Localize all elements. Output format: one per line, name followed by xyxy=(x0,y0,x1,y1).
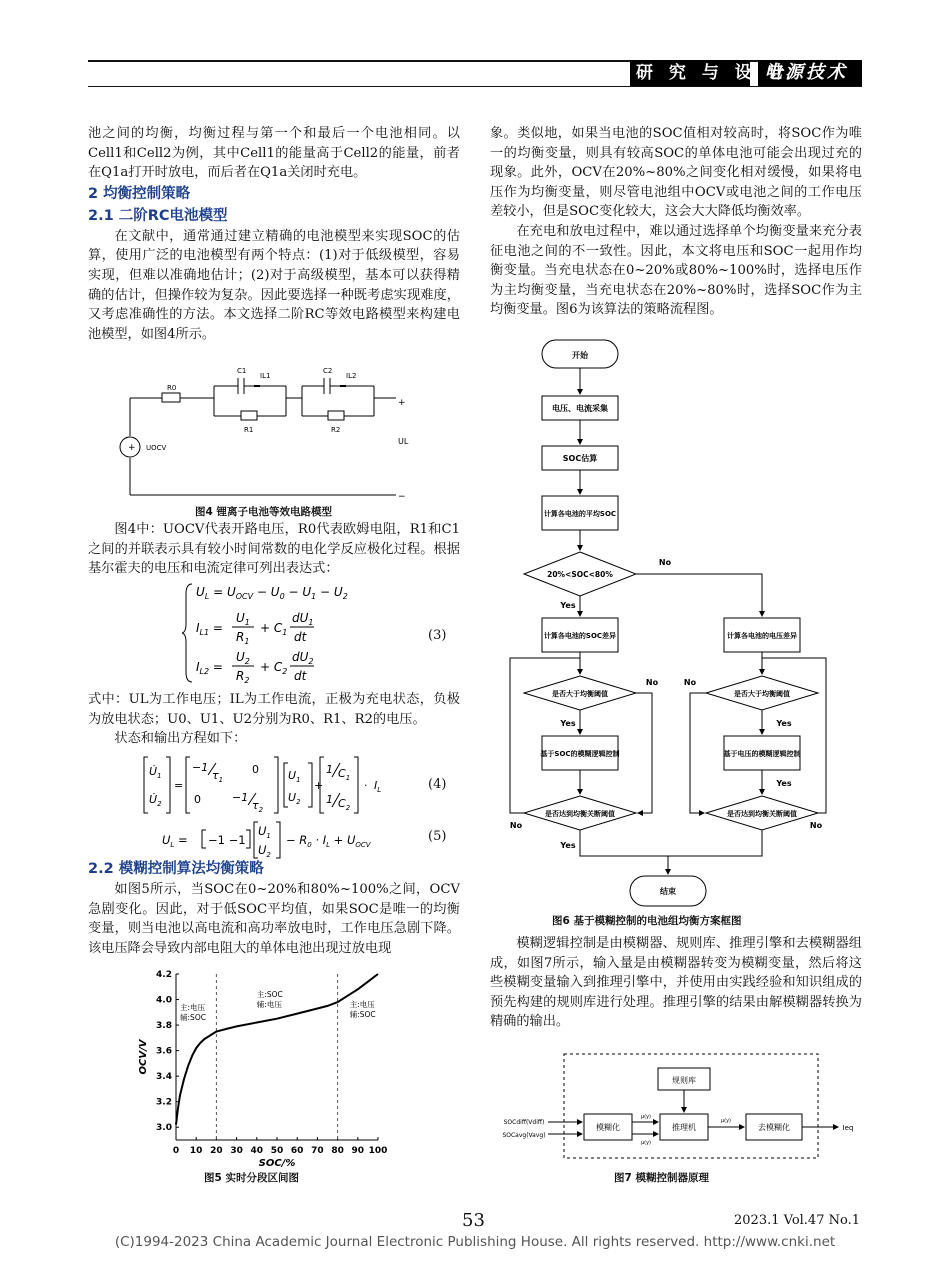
svg-text:0: 0 xyxy=(252,763,259,776)
fig7-defuzzifier-label: 去模糊化 xyxy=(758,1123,790,1132)
fig5-x-tick-label: 0 xyxy=(172,1146,180,1156)
fig7-mu-label-3: μ(y) xyxy=(720,1118,732,1124)
svg-text:− R0 · IL + UOCV: − $R_0 \cdot I_L + U_{OCV}$ xyxy=(286,833,371,849)
fc-off-threshold-right-label: 是否达到均衡关断阈值 xyxy=(727,810,797,818)
fig4-c2-label: C2 xyxy=(323,367,333,375)
fc-yes-label-4: Yes xyxy=(776,779,792,788)
svg-text:U2: $U_2$ xyxy=(236,650,250,666)
fig4-plus-label: + xyxy=(398,398,406,408)
fc-yes-label-5: Yes xyxy=(560,841,576,850)
fig5-x-tick-label: 90 xyxy=(351,1146,365,1156)
svg-text:UL =: $U_L$ = xyxy=(162,833,188,849)
copyright-line: (C)1994-2023 China Academic Journal Electronic Publishing House. All rights reserved. http://www.cnki.net xyxy=(114,1234,836,1250)
fig5-region-annotation: 辅:SOC xyxy=(180,1012,206,1022)
state-equation-intro: 状态和输出方程如下： xyxy=(114,731,247,747)
fig5-y-tick-label: 3.4 xyxy=(156,1072,172,1083)
svg-text:τ1: $\tau_1$ xyxy=(212,769,224,784)
right-column-bottom xyxy=(490,934,862,1032)
svg-text:+: + xyxy=(128,443,136,453)
fig5-y-tick-label: 4.2 xyxy=(156,970,172,980)
fc-condition-label: 20%<SOC<80% xyxy=(547,570,613,579)
fig4-il1-label: IL1 xyxy=(260,372,271,380)
figure-6-caption: 图6 基于模糊控制的电池组均衡方案框图 xyxy=(552,915,742,927)
section-2-2-heading: 2.2 模糊控制算法均衡策略 xyxy=(88,861,264,877)
fig5-x-tick-label: 60 xyxy=(290,1146,304,1156)
journal-header-band xyxy=(630,60,862,86)
fig5-y-tick-label: 4.0 xyxy=(156,995,172,1006)
fig4-r1-label: R1 xyxy=(244,426,254,434)
svg-text:IL: $I_L$ xyxy=(374,779,382,794)
svg-text:1: 1 xyxy=(326,793,333,806)
svg-text:0: 0 xyxy=(194,793,201,806)
figure-4-caption: 图4 锂离子电池等效电路模型 xyxy=(195,506,332,518)
svg-text:+ C1: + $C_1$ xyxy=(260,621,288,637)
equation-4 xyxy=(142,755,422,817)
fc-avg-soc-label: 计算各电池的平均SOC xyxy=(543,510,617,518)
svg-text:dt: dt xyxy=(294,669,307,683)
fig4-explanation-paragraph: 图4中：UOCV代表开路电压，R0代表欧姆电阻，R1和C1之间的并联表示具有较小时间常数的电化学反应极化过程。根据基尔霍夫的电压和电流定律可列出表达式： xyxy=(88,522,460,577)
right-paragraph-3: 模糊逻辑控制是由模糊器、规则库、推理引擎和去模糊器组成，如图7所示，输入量是由模糊器转变为模糊变量，然后将这些模糊变量输入到推理引擎中，并使用由实践经验和知识组成的预先构建的规则库进行处理。推理引擎的结果由解模糊器转换为精确的输出。 xyxy=(490,936,862,1030)
fig4-c1-label: C1 xyxy=(237,367,247,375)
fig7-fuzzifier-label: 模糊化 xyxy=(596,1123,620,1132)
svg-text:dt: dt xyxy=(294,630,307,644)
svg-text:dU1: $dU_1$ xyxy=(292,611,314,627)
left-column-top xyxy=(88,124,460,344)
svg-text:UL = UOCV − U0 − U1 − U2: $U_L = U_{OCV} - U_0 - U_1 - U_2$ xyxy=(196,585,348,601)
equation-4-number: (4) xyxy=(428,777,447,792)
fig5-region-annotation: 辅:SOC xyxy=(349,1010,376,1020)
svg-text:−1: −1 xyxy=(192,761,209,774)
fc-fuzzy-v-label: 基于电压的模糊逻辑控制 xyxy=(723,750,801,758)
svg-text:R1: $R_1$ xyxy=(236,630,250,646)
fc-yes-label-1: Yes xyxy=(560,601,576,610)
equation-5-number: (5) xyxy=(428,829,447,844)
issue-info: 2023.1 Vol.47 No.1 xyxy=(734,1213,860,1228)
svg-text:IL1 =: $I_{L1}$ = xyxy=(196,621,223,637)
right-paragraph-1: 象。类似地，如果当电池的SOC值相对较高时，将SOC作为唯一的均衡变量，则具有较高SOC的单体电池可能会出现过充的现象。此外，OCV在20%~80%之间变化相对缓慢，如果将电压作为均衡变量，则尽管电池组中OCV或电池之间的工作电压差较小，但是SOC变化较大，这会大大降低均衡效率。 xyxy=(490,126,862,220)
fig4-r0-label: R0 xyxy=(167,384,177,392)
fc-no-label-3: No xyxy=(683,678,697,687)
fc-v-diff-label: 计算各电池的电压差异 xyxy=(727,632,797,640)
fig5-x-tick-label: 20 xyxy=(210,1146,223,1156)
svg-text:C1: $C_1$ xyxy=(338,767,351,782)
fc-yes-label-3: Yes xyxy=(776,719,792,728)
svg-text:C2: $C_2$ xyxy=(338,797,351,812)
fig5-region-annotation: 辅:电压 xyxy=(256,999,282,1009)
fc-over-threshold-right-label: 是否大于均衡阈值 xyxy=(734,690,790,698)
figure-6-flowchart xyxy=(500,336,830,910)
fig4-ul-label: UL xyxy=(398,437,409,446)
fig5-x-tick-label: 70 xyxy=(311,1146,324,1156)
svg-text:+: + xyxy=(314,779,324,792)
svg-text:=: = xyxy=(174,779,184,792)
fig5-region-annotation: 主:SOC xyxy=(256,989,283,999)
figure-4-circuit xyxy=(110,358,430,498)
fc-soc-estimate-label: SOC估算 xyxy=(562,454,598,463)
fc-no-label-5: No xyxy=(809,821,823,830)
fig5-x-tick-label: 10 xyxy=(189,1146,203,1156)
fig5-y-tick-label: 3.6 xyxy=(156,1046,172,1057)
fig5-x-tick-label: 30 xyxy=(230,1146,243,1156)
fig5-x-label: SOC/% xyxy=(258,1158,296,1168)
svg-text:U1: $U_1$ xyxy=(288,769,301,784)
svg-text:U̇1: $U̇_1$ xyxy=(149,765,162,780)
fig4-minus-label: − xyxy=(398,492,406,498)
fig4-il2-label: IL2 xyxy=(346,372,357,380)
svg-text:1: 1 xyxy=(326,763,333,776)
figure-7-caption: 图7 模糊控制器原理 xyxy=(614,1172,709,1184)
fig5-x-tick-label: 100 xyxy=(368,1146,388,1156)
fig7-inference-label: 推理机 xyxy=(672,1123,696,1132)
svg-text:−1 −1: −1 −1 xyxy=(208,833,246,847)
section-2-1-heading: 2.1 二阶RC电池模型 xyxy=(88,207,228,224)
svg-text:U2: $U_2$ xyxy=(258,843,271,859)
fc-no-label-4: No xyxy=(509,821,523,830)
eq3-explanation-block xyxy=(88,690,460,749)
fig4-r2-label: R2 xyxy=(331,426,341,434)
equation-3 xyxy=(182,580,402,686)
right-column-top xyxy=(490,124,862,320)
section-2-heading: 2 均衡控制策略 xyxy=(88,185,191,202)
svg-text:U̇2: $U̇_2$ xyxy=(149,793,162,808)
svg-text:U2: $U_2$ xyxy=(288,791,301,806)
equation-3-number: (3) xyxy=(428,628,447,643)
fc-collect-label: 电压、电流采集 xyxy=(552,404,608,413)
fig5-region-annotation: 主:电压 xyxy=(180,1002,206,1012)
fc-start-label: 开始 xyxy=(572,351,588,360)
fc-fuzzy-soc-label: 基于SOC的模糊逻辑控制 xyxy=(540,750,620,758)
svg-text:R2: $R_2$ xyxy=(236,669,250,685)
fig4-explanation-block xyxy=(88,520,460,579)
fc-no-label-1: No xyxy=(658,558,672,567)
fig7-input-2: SOCavg(Vavg) xyxy=(502,1132,546,1139)
svg-text:τ2: $\tau_2$ xyxy=(252,799,264,814)
fig5-x-tick-label: 80 xyxy=(331,1146,344,1156)
fc-no-label-2: No xyxy=(645,678,659,687)
eq3-explanation-paragraph: 式中：UL为工作电压；IL为工作电流，正极为充电状态，负极为放电状态；U0、U1、U2分别为R0、R1、R2的电压。 xyxy=(88,692,460,727)
section-2-2-block xyxy=(88,858,460,958)
fig7-input-1: SOCdiff(Vdiff) xyxy=(503,1119,545,1126)
fig5-y-tick-label: 3.0 xyxy=(156,1123,172,1134)
svg-text:IL2 =: $I_{L2}$ = xyxy=(196,660,223,676)
fig7-mu-label-1: μ(y) xyxy=(640,1114,652,1120)
fig5-region-annotation: 主:电压 xyxy=(349,1000,375,1010)
fc-end-label: 结束 xyxy=(660,887,676,896)
right-paragraph-2: 在充电和放电过程中，难以通过选择单个均衡变量来充分表征电池之间的不一致性。因此，本文将电压和SOC一起用作均衡变量。当充电状态在0~20%或80%~100%时，选择电压作为主均衡变量，当充电状态在20%~80%时，选择SOC作为主均衡变量。图6为该算法的策略流程图。 xyxy=(490,223,862,318)
page-number: 53 xyxy=(462,1210,485,1231)
header-rule-bottom xyxy=(88,86,862,87)
fig5-y-tick-label: 3.2 xyxy=(156,1097,172,1108)
svg-text:U1: $U_1$ xyxy=(258,824,271,840)
figure-5-chart xyxy=(132,968,394,1168)
fig7-rule-base-label: 规则库 xyxy=(672,1076,696,1085)
intro-paragraph: 池之间的均衡，均衡过程与第一个和最后一个电池相同。以Cell1和Cell2为例，其中Cell1的能量高于Cell2的能量，前者在Q1a打开时放电，而后者在Q1a关闭时充电。 xyxy=(88,126,460,181)
fc-soc-diff-label: 计算各电池的SOC差异 xyxy=(543,632,617,640)
section-2-1-paragraph: 在文献中，通常通过建立精确的电池模型来实现SOC的估算，使用广泛的电池模型有两个特点：(1)对于低级模型，容易实现，但难以准确地估计；(2)对于高级模型，基本可以获得精确的估计，但操作较为复杂。因此要选择一种既考虑实现难度，又考虑准确性的方法。本文选择二阶RC等效电路模型来构建电池模型，如图4所示。 xyxy=(88,228,460,342)
svg-text:−1: −1 xyxy=(232,791,249,804)
section-2-2-paragraph: 如图5所示，当SOC在0~20%和80%~100%之间，OCV急剧变化。因此，对于低SOC平均值，如果SOC是唯一的均衡变量，则当电池以高电流和高功率放电时，工作电压急剧下降。该电压降会导致内部电阻大的单体电池出现过放电现 xyxy=(88,882,460,956)
figure-7-diagram xyxy=(500,1050,862,1162)
figure-5-caption: 图5 实时分段区间图 xyxy=(204,1172,299,1184)
fc-off-threshold-left-label: 是否达到均衡关断阈值 xyxy=(545,810,615,818)
svg-text:+ C2: + $C_2$ xyxy=(260,660,288,676)
fig5-x-tick-label: 50 xyxy=(270,1146,284,1156)
svg-text:·: · xyxy=(364,779,368,792)
fig5-y-tick-label: 3.8 xyxy=(156,1021,172,1032)
fig7-mu-label-2: μ(y) xyxy=(640,1140,652,1146)
section-header-title: 研 究 与 设 计 xyxy=(636,63,790,83)
fig7-output-label: Ieq xyxy=(842,1124,854,1132)
fc-over-threshold-left-label: 是否大于均衡阈值 xyxy=(552,690,608,698)
fig5-y-label: OCV/V xyxy=(138,1039,149,1075)
fc-yes-label-2: Yes xyxy=(560,719,576,728)
svg-text:dU2: $dU_2$ xyxy=(292,650,314,666)
journal-logo-title: 电源技术 xyxy=(764,62,848,83)
svg-text:U1: $U_1$ xyxy=(236,611,250,627)
fig5-x-tick-label: 40 xyxy=(250,1146,264,1156)
equation-5 xyxy=(160,820,420,860)
fig4-uocv-label: UOCV xyxy=(146,444,167,452)
